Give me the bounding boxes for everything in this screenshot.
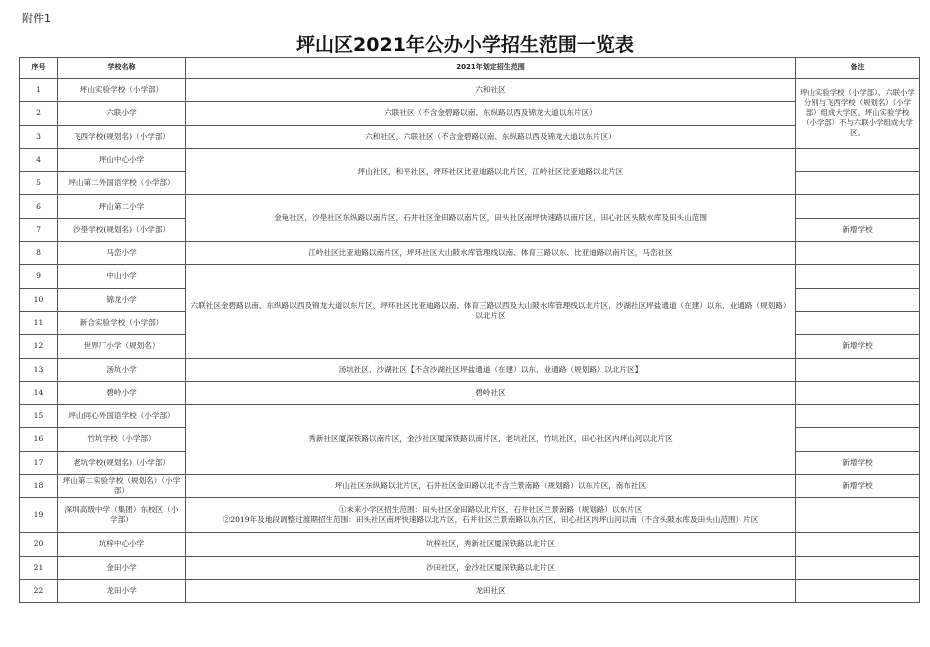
row-index: 16 [20, 428, 58, 451]
header-index: 序号 [20, 58, 58, 79]
school-name: 坑梓中心小学 [58, 533, 186, 556]
school-name: 沙壆学校(规划名)（小学部） [58, 218, 186, 241]
school-name: 世界厂小学（规划名） [58, 335, 186, 358]
row-index: 15 [20, 405, 58, 428]
enrollment-range: 江岭社区比亚迪路以南片区，坪环社区大山陂水库管理线以南、体育三路以东、比亚迪路以南片区，马峦社区 [186, 242, 796, 265]
table-row [20, 195, 920, 218]
attachment-label: 附件1 [22, 12, 51, 25]
row-index: 6 [20, 195, 58, 218]
table-row [20, 498, 920, 533]
note-cell: 新增学校 [796, 335, 920, 358]
table-row [20, 79, 920, 102]
row-index: 12 [20, 335, 58, 358]
row-index: 9 [20, 265, 58, 288]
enrollment-range: 金龟社区，沙壆社区东纵路以南片区，石井社区金田路以南片区，田头社区南坪快速路以南片区，田心社区头陂水库及田头山范围 [186, 195, 796, 242]
school-name: 锦龙小学 [58, 288, 186, 311]
note-cell: 新增学校 [796, 451, 920, 474]
table-row [20, 579, 920, 602]
enrollment-range: 六联社区金碧路以南、东纵路以西及锦龙大道以东片区，坪环社区比亚迪路以南、体育三路以西及大山陂水库管理线以北片区，沙湖社区坪盐通道（在建）以东、业通路（规划路）以北片区 [186, 265, 796, 358]
note-cell [796, 311, 920, 334]
row-index: 5 [20, 172, 58, 195]
row-index: 11 [20, 311, 58, 334]
row-index: 17 [20, 451, 58, 474]
note-cell [796, 148, 920, 171]
note-cell: 坪山实验学校（小学部）、六联小学分别与飞西学校（规划名）（小学部）组成大学区。坪山实验学校（小学部）不与六联小学组成大学区。 [796, 79, 920, 149]
header-row [20, 58, 920, 79]
enrollment-range: 坪山社区东纵路以北片区，石井社区金田路以北不含兰景南路（规划路）以东片区，南布社区 [186, 475, 796, 498]
enrollment-range: 龙田社区 [186, 579, 796, 602]
enrollment-table [19, 57, 920, 603]
row-index: 14 [20, 381, 58, 404]
header-range: 2021年划定招生范围 [186, 58, 796, 79]
row-index: 8 [20, 242, 58, 265]
table-row [20, 475, 920, 498]
note-cell [796, 381, 920, 404]
school-name: 深圳高级中学（集团）东校区（小学部） [58, 498, 186, 533]
enrollment-range: 汤坑社区、沙湖社区【不含沙湖社区坪盐通道（在建）以东、业通路（规划路）以北片区】 [186, 358, 796, 381]
page-title: 坪山区2021年公办小学招生范围一览表 [296, 34, 634, 56]
school-name: 新合实验学校（小学部） [58, 311, 186, 334]
enrollment-range: 秀新社区厦深铁路以南片区，金沙社区厦深铁路以南片区，老坑社区，竹坑社区，田心社区内坪山河以北片区 [186, 405, 796, 475]
school-name: 老坑学校(规划名)（小学部） [58, 451, 186, 474]
table-row [20, 242, 920, 265]
header-note: 备注 [796, 58, 920, 79]
table-row [20, 125, 920, 148]
row-index: 1 [20, 79, 58, 102]
note-cell [796, 556, 920, 579]
enrollment-range: 碧岭社区 [186, 381, 796, 404]
note-cell [796, 195, 920, 218]
row-index: 20 [20, 533, 58, 556]
enrollment-range: 六和社区 [186, 79, 796, 102]
enrollment-range: 坪山社区，和平社区，坪环社区比亚迪路以北片区，江岭社区比亚迪路以北片区 [186, 148, 796, 195]
table-row [20, 533, 920, 556]
row-index: 3 [20, 125, 58, 148]
school-name: 中山小学 [58, 265, 186, 288]
school-name: 金田小学 [58, 556, 186, 579]
row-index: 13 [20, 358, 58, 381]
table-row [20, 556, 920, 579]
note-cell: 新增学校 [796, 475, 920, 498]
row-index: 21 [20, 556, 58, 579]
row-index: 7 [20, 218, 58, 241]
table-row [20, 148, 920, 171]
row-index: 18 [20, 475, 58, 498]
table-row [20, 358, 920, 381]
note-cell: 新增学校 [796, 218, 920, 241]
school-name: 坪山中心小学 [58, 148, 186, 171]
row-index: 4 [20, 148, 58, 171]
enrollment-range: 六和社区，六联社区（不含金碧路以南、东纵路以西及锦龙大道以东片区） [186, 125, 796, 148]
school-name: 碧岭小学 [58, 381, 186, 404]
note-cell [796, 428, 920, 451]
school-name: 坪山第二外国语学校（小学部） [58, 172, 186, 195]
note-cell [796, 498, 920, 533]
school-name: 坪山实验学校（小学部） [58, 79, 186, 102]
range-line-1: ①未来小学区招生范围：田头社区金田路以北片区，石井社区兰景南路（规划路）以东片区 [338, 505, 643, 515]
school-name: 竹坑学校（小学部） [58, 428, 186, 451]
note-cell [796, 579, 920, 602]
enrollment-range: 沙田社区，金沙社区厦深铁路以北片区 [186, 556, 796, 579]
school-name: 坪山第二实验学校（规划名）（小学部） [58, 475, 186, 498]
school-name: 坪山第二小学 [58, 195, 186, 218]
table-row [20, 405, 920, 428]
school-name: 马峦小学 [58, 242, 186, 265]
note-cell [796, 358, 920, 381]
header-school: 学校名称 [58, 58, 186, 79]
school-name: 坪山同心外国语学校（小学部） [58, 405, 186, 428]
row-index: 19 [20, 498, 58, 533]
row-index: 2 [20, 102, 58, 125]
table-row [20, 381, 920, 404]
row-index: 10 [20, 288, 58, 311]
range-line-2: ②2019年及地段调整过渡期招生范围：田头社区南坪快速路以北片区，石井社区兰景南路以东片区，田心社区内坪山河以南（不含头陂水库及田头山范围）片区 [222, 515, 759, 525]
table-row [20, 102, 920, 125]
note-cell [796, 265, 920, 288]
enrollment-range: 六联社区（不含金碧路以南、东纵路以西及锦龙大道以东片区） [186, 102, 796, 125]
note-cell [796, 405, 920, 428]
note-cell [796, 533, 920, 556]
school-name: 龙田小学 [58, 579, 186, 602]
note-cell [796, 172, 920, 195]
table-row [20, 265, 920, 288]
note-cell [796, 288, 920, 311]
school-name: 汤坑小学 [58, 358, 186, 381]
enrollment-range: 坑梓社区，秀新社区厦深铁路以北片区 [186, 533, 796, 556]
school-name: 六联小学 [58, 102, 186, 125]
school-name: 飞西学校(规划名)（小学部） [58, 125, 186, 148]
note-cell [796, 242, 920, 265]
enrollment-range [186, 498, 796, 533]
row-index: 22 [20, 579, 58, 602]
